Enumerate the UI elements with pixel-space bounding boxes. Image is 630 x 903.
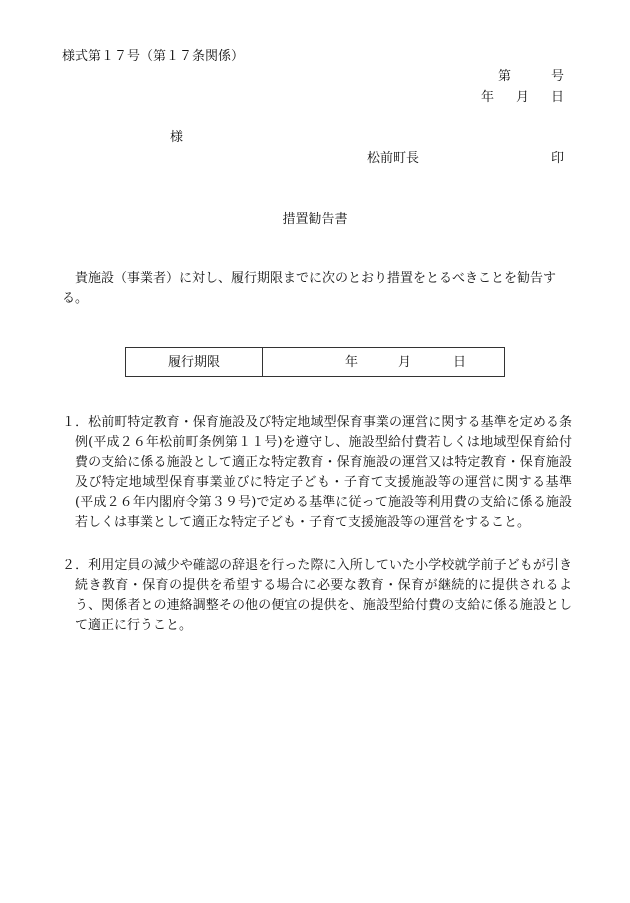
deadline-date — [263, 348, 504, 376]
seal-mark: 印 — [550, 151, 564, 166]
issuer-name: 松前町長 — [367, 151, 420, 166]
issue-date — [481, 91, 564, 104]
item-text: 利用定員の減少や確認の辞退を行った際に入所していた小学校就学前子どもが引き続き教育・保育の提供を希望する場合に必要な教育・保育が継続的に提供されるよう、関係者との連絡調整その他の便宜の提供を、施設型給付費の支給に係る施設として適正に行うこと。 — [75, 558, 572, 633]
form-number: 様式第１７号（第１７条関係） — [62, 49, 245, 64]
date-year: 年 — [480, 90, 494, 105]
deadline-label: 履行期限 — [126, 348, 263, 376]
item-number: ２． — [62, 558, 89, 573]
doc-number-suffix: 号 — [550, 69, 564, 84]
deadline-month: 月 — [398, 354, 412, 370]
intro-paragraph: 貴施設（事業者）に対し、履行期限までに次のとおり措置をとるべきことを勧告する。 — [62, 271, 557, 306]
list-item — [62, 413, 572, 533]
date-day: 日 — [550, 90, 564, 105]
item-text: 松前町特定教育・保育施設及び特定地域型保育事業の運営に関する基準を定める条例(平成２６年松前町条例第１１号)を遵守し、施設型給付費若しくは地域型保育給付費の支給に係る施設として適正な特定教育・保育施設の運営又は特定教育・保育施設及び特定地域型保育事業並びに特定子ども・子育て支援施設等の運営に関する基準(平成２６年内閣府令第３９号)で定める基準に従って施設等利用費の支給に係る施設若しくは事業として適正な特定子ども・子育て支援施設等の運営をすること。 — [75, 415, 572, 530]
document-title: 措置勧告書 — [282, 212, 348, 227]
deadline-day: 日 — [453, 354, 467, 370]
deadline-year: 年 — [345, 354, 359, 370]
document-number — [498, 70, 564, 83]
doc-number-prefix: 第 — [497, 69, 511, 84]
date-month: 月 — [515, 90, 529, 105]
deadline-table — [125, 347, 505, 377]
addressee-honorific: 様 — [170, 130, 184, 145]
item-number: １． — [62, 415, 89, 430]
list-item — [62, 556, 572, 636]
